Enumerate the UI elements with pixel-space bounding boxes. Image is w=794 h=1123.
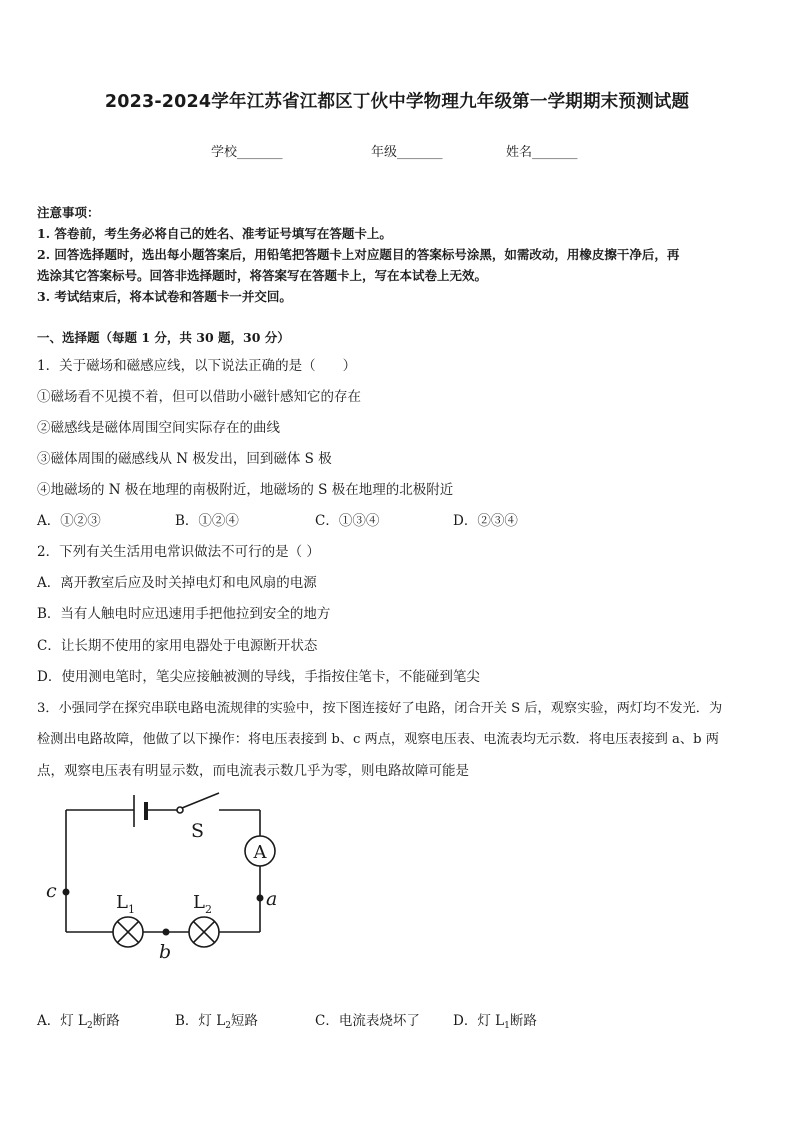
lamp-2-symbol <box>189 917 219 947</box>
notice-item: 3. 考试结束后，将本试卷和答题卡一并交回。 <box>37 289 292 304</box>
question-1-stem: 1．关于磁场和磁感应线，以下说法正确的是（ ） <box>37 358 357 374</box>
circuit-diagram <box>36 790 296 970</box>
question-2-stem: 2．下列有关生活用电常识做法不可行的是（ ） <box>37 544 320 560</box>
question-1-option-c: C．①③④ <box>315 513 380 529</box>
question-3-option-d: D．灯 $L_1$断路 <box>453 1013 537 1031</box>
point-c-label: c <box>46 880 57 902</box>
notice-heading: 注意事项： <box>37 205 100 220</box>
circuit-wires <box>66 810 260 932</box>
question-3-option-a: A．灯 $L_2$断路 <box>37 1013 120 1031</box>
grade-field: 年级_______ <box>371 145 443 160</box>
question-2-option-a: A．离开教室后应及时关掉电灯和电风扇的电源 <box>37 575 317 591</box>
question-1-option-a: A．①②③ <box>37 513 101 529</box>
page-title: 2023-2024学年江苏省江都区丁伙中学物理九年级第一学期期末预测试题 <box>104 92 690 112</box>
question-1-statement: ①磁场看不见摸不着，但可以借助小磁针感知它的存在 <box>37 389 361 405</box>
notice-item: 2. 回答选择题时，选出每小题答案后，用铅笔把答题卡上对应题目的答案标号涂黑，如需改动，用橡皮擦干净后，再 <box>37 247 680 262</box>
point-b-label: b <box>159 941 172 963</box>
question-3-option-c: C．电流表烧坏了 <box>315 1013 420 1029</box>
switch-label: S <box>191 820 205 842</box>
question-1-statement: ④地磁场的 N 极在地理的南极附近，地磁场的 S 极在地理的北极附近 <box>37 482 454 498</box>
point-a-label: a <box>266 888 278 910</box>
node-c-dot <box>63 889 70 896</box>
section-heading: 一、选择题（每题 1 分，共 30 题，30 分） <box>37 330 290 345</box>
question-1-option-d: D．②③④ <box>453 513 518 529</box>
school-field: 学校_______ <box>211 145 283 160</box>
lamp-1-label: $L_1$ <box>116 892 135 916</box>
switch-symbol <box>177 793 219 813</box>
question-1-option-b: B．①②④ <box>175 513 239 529</box>
question-3-option-b: B．灯 $L_2$短路 <box>175 1013 258 1031</box>
lamp-2-label: $L_2$ <box>193 892 212 916</box>
name-field: 姓名_______ <box>506 145 578 160</box>
question-2-option-b: B．当有人触电时应迅速用手把他拉到安全的地方 <box>37 606 331 622</box>
ammeter-label: A <box>253 842 267 863</box>
question-2-option-c: C．让长期不使用的家用电器处于电源断开状态 <box>37 638 318 654</box>
node-a-dot <box>257 895 264 902</box>
question-3-stem-line: 检测出电路故障，他做了以下操作：将电压表接到 b、c 两点，观察电压表、电流表均无示数．将电压表接到 a、b 两 <box>37 732 719 747</box>
question-3-stem-line: 3．小强同学在探究串联电路电流规律的实验中，按下图连接好了电路，闭合开关 S 后，观察实验，两灯均不发光．为 <box>37 701 723 716</box>
notice-item: 1. 答卷前，考生务必将自己的姓名、准考证号填写在答题卡上。 <box>37 226 392 241</box>
battery-symbol <box>134 795 146 827</box>
notice-item: 选涂其它答案标号。回答非选择题时，将答案写在答题卡上，写在本试卷上无效。 <box>37 268 488 283</box>
lamp-1-symbol <box>113 917 143 947</box>
question-1-statement: ③磁体周围的磁感线从 N 极发出，回到磁体 S 极 <box>37 451 332 467</box>
node-b-dot <box>163 929 170 936</box>
question-3-stem-line: 点，观察电压表有明显示数，而电流表示数几乎为零，则电路故障可能是 <box>37 763 469 779</box>
question-2-option-d: D．使用测电笔时，笔尖应接触被测的导线，手指按住笔卡，不能碰到笔尖 <box>37 669 480 685</box>
question-1-statement: ②磁感线是磁体周围空间实际存在的曲线 <box>37 420 280 436</box>
